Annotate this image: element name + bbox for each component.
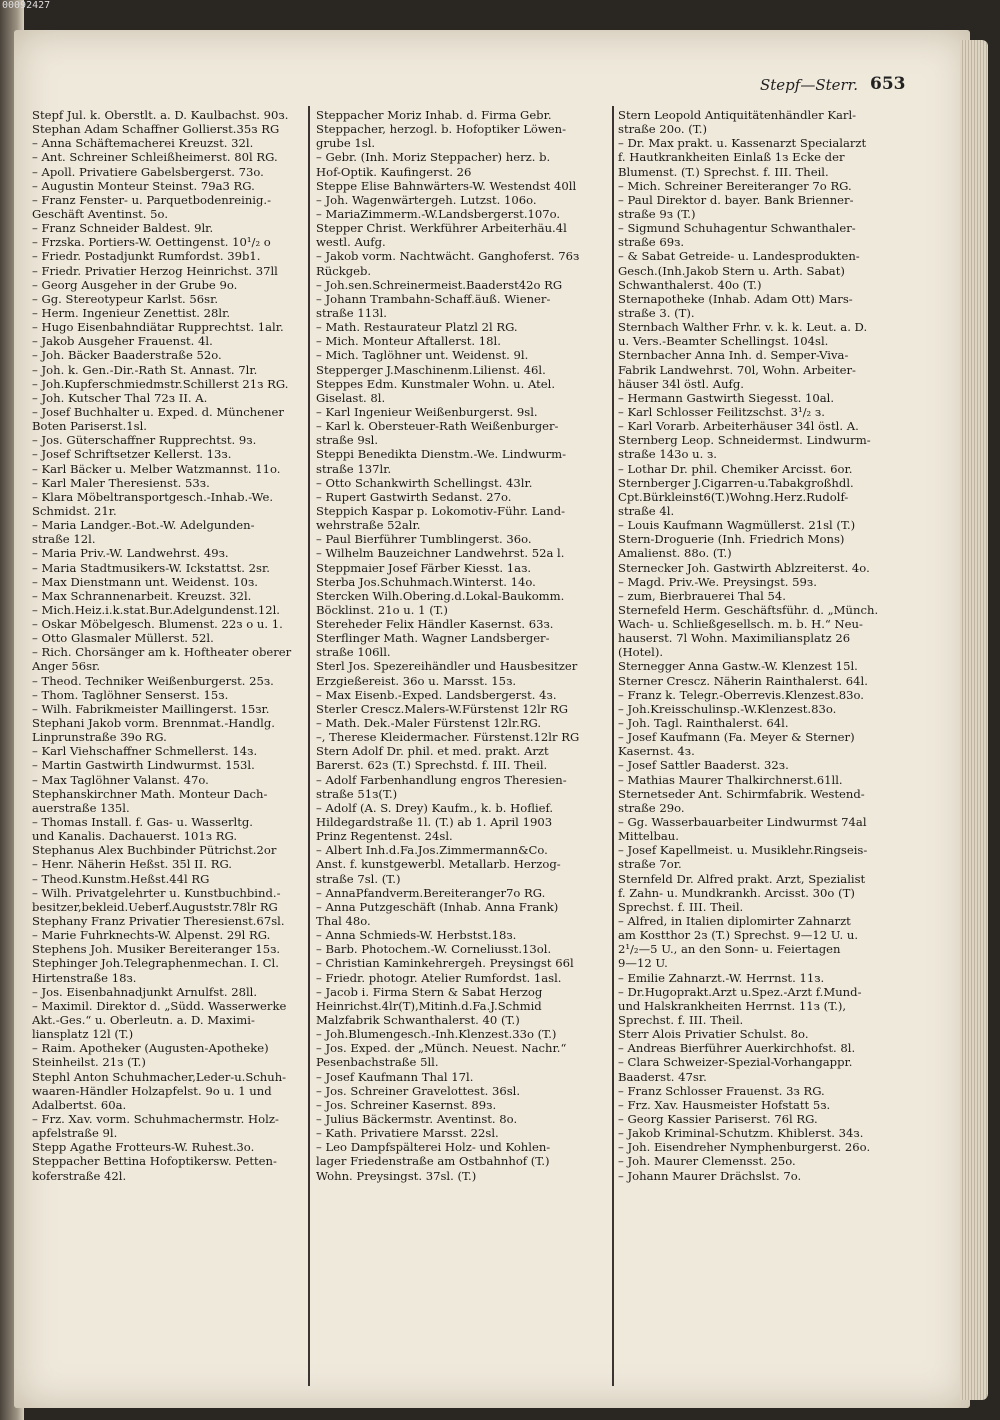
- entry-line: – Anna Schmieds-W. Herbstst.18з.: [316, 928, 517, 943]
- entry-line: – Rich. Chorsänger am k. Hoftheater oberer: [32, 645, 292, 660]
- entry-line: – Joh.Blumengesch.-Inh.Klenzest.33o (T.): [316, 1027, 557, 1042]
- entry-line: Böcklinst. 21o u. 1 (T.): [316, 602, 448, 617]
- entry-line: – Wilhelm Bauzeichner Landwehrst. 52a l.: [316, 546, 565, 561]
- entry-line: – Jakob Kriminal-Schutzm. Khiblerst. 34з.: [618, 1126, 864, 1141]
- entry-line: Mittelbau.: [618, 829, 679, 844]
- entry-line: straße 137lr.: [316, 461, 392, 476]
- entry-line: – Franz Fenster- u. Parquetbodenreinig.-: [32, 192, 272, 207]
- entry-line: – Johann Trambahn-Schaff.äuß. Wiener-: [316, 291, 551, 306]
- entry-line: – Theod.Kunstm.Heßst.44l RG: [32, 871, 210, 886]
- entry-line: – Dr.Hugoprakt.Arzt u.Spez.-Arzt f.Mund-: [618, 984, 862, 999]
- entry-line: Stephani Jakob vorm. Brennmat.-Handlg.: [32, 716, 275, 731]
- entry-line: – Joh. k. Gen.-Dir.-Rath St. Annast. 7lr.: [32, 362, 258, 377]
- entry-line: Steppi Benedikta Dienstm.-We. Lindwurm-: [316, 447, 567, 462]
- entry-line: – Alfred, in Italien diplomirter Zahnarzt: [618, 914, 851, 929]
- entry-line: – & Sabat Getreide- u. Landesprodukten-: [618, 249, 860, 264]
- entry-line: – Frzska. Portiers-W. Oettingenst. 10¹/₂ o: [32, 235, 271, 250]
- entry-line: Erzgießereist. 36o u. Marsst. 15з.: [316, 673, 517, 688]
- entry-line: Sterba Jos.Schuhmach.Winterst. 14o.: [316, 574, 536, 589]
- entry-line: – Henr. Näherin Heßst. 35l II. RG.: [32, 857, 232, 872]
- entry-line: straße 69з.: [618, 235, 685, 250]
- entry-line: koferstraße 42l.: [32, 1168, 127, 1183]
- entry-line: – Franz k. Telegr.-Oberrevis.Klenzest.83o.: [618, 687, 864, 702]
- entry-line: Hildegardstraße 1l. (T.) ab 1. April 1903: [316, 815, 553, 830]
- entry-line: – Max Dienstmann unt. Weidenst. 10з.: [32, 574, 258, 589]
- entry-line: – Josef Kapellmeist. u. Musiklehr.Ringseis-: [618, 843, 868, 858]
- entry-line: Sternecker Joh. Gastwirth Ablzreiterst. 4o.: [618, 560, 870, 575]
- entry-line: – Karl Schlosser Feilitzschst. 3¹/₂ з.: [618, 404, 825, 419]
- entry-line: Sternfeld Dr. Alfred prakt. Arzt, Spezialist: [618, 871, 866, 886]
- column-3: [618, 108, 914, 1398]
- entry-line: Fabrik Landwehrst. 70l, Wohn. Arbeiter-: [618, 362, 856, 377]
- entry-line: Sprechst. f. III. Theil.: [618, 1013, 744, 1027]
- entry-line: – Jakob vorm. Nachtwächt. Ganghoferst. 76з: [316, 249, 580, 264]
- entry-line: liansplatz 12l (T.): [32, 1027, 134, 1042]
- entry-line: – Dr. Max prakt. u. Kassenarzt Specialarzt: [618, 136, 867, 151]
- entry-line: westl. Aufg.: [316, 235, 386, 250]
- entry-line: Stercken Wilh.Obering.d.Lokal-Baukomm.: [316, 588, 565, 603]
- entry-line: Stereheder Felix Händler Kasernst. 63з.: [316, 617, 554, 632]
- entry-line: – Frz. Xav. vorm. Schuhmachermstr. Holz-: [32, 1111, 279, 1126]
- entry-line: – Jos. Exped. der „Münch. Neuest. Nachr.“: [316, 1041, 567, 1056]
- entry-line: – Anna Putzgeschäft (Inhab. Anna Frank): [316, 899, 559, 914]
- page-number: 653: [870, 74, 906, 94]
- entry-line: Stepf Jul. k. Oberstlt. a. D. Kaulbachst. 90з.: [32, 108, 289, 122]
- entry-line: – Jakob Ausgeher Frauenst. 4l.: [32, 334, 213, 349]
- entry-line: Sternberger J.Cigarren-u.Tabakgroßhdl.: [618, 475, 854, 490]
- entry-line: – Jos. Güterschaffner Rupprechtst. 9з.: [32, 433, 257, 448]
- entry-line: – Hermann Gastwirth Siegesst. 10al.: [618, 390, 835, 405]
- entry-line: – Jos. Schreiner Kasernst. 89з.: [316, 1097, 497, 1112]
- page-header: [760, 74, 920, 100]
- entry-line: – Gg. Stereotypeur Karlst. 56sr.: [32, 291, 219, 306]
- entry-line: straße 143o u. з.: [618, 447, 717, 462]
- entry-line: – Maria Landger.-Bot.-W. Adelgunden-: [32, 518, 255, 533]
- entry-line: grube 1sl.: [316, 136, 376, 151]
- entry-line: – Albert Inh.d.Fa.Jos.Zimmermann&Co.: [316, 843, 548, 858]
- entry-line: Heinrichst.4lr(T),Mitinh.d.Fa.J.Schmid: [316, 998, 542, 1013]
- entry-line: – Math. Restaurateur Platzl 2l RG.: [316, 320, 518, 335]
- entry-line: f. Zahn- u. Mundkrankh. Arcisst. 30o (T): [618, 885, 855, 900]
- entry-line: Sternetseder Ant. Schirmfabrik. Westend-: [618, 786, 865, 801]
- entry-line: Gesch.(Inh.Jakob Stern u. Arth. Sabat): [618, 263, 845, 278]
- entry-line: – Josef Kaufmann Thal 17l.: [316, 1069, 474, 1084]
- entry-line: – Karl Bäcker u. Melber Watzmannst. 11o.: [32, 461, 281, 476]
- entry-line: – Barb. Photochem.-W. Corneliusst.13ol.: [316, 942, 552, 957]
- entry-line: – Joh.Kreisschulinsp.-W.Klenzest.83o.: [618, 701, 837, 716]
- entry-line: – Joh.sen.Schreinermeist.Baaderst42o RG: [316, 277, 563, 292]
- entry-line: Steppmaier Josef Färber Kiesst. 1aз.: [316, 560, 532, 575]
- entry-line: – Mich.Heiz.i.k.stat.Bur.Adelgundenst.12l.: [32, 602, 280, 617]
- entry-line: – Joh. Kutscher Thal 72з II. A.: [32, 390, 208, 405]
- entry-line: Stephens Joh. Musiker Bereiteranger 15з.: [32, 942, 281, 957]
- entry-line: Geschäft Aventinst. 5o.: [32, 206, 169, 221]
- entry-line: – Paul Direktor d. bayer. Bank Brienner-: [618, 192, 854, 207]
- entry-line: – Julius Bäckermstr. Aventinst. 8o.: [316, 1111, 518, 1126]
- entry-line: Wach- u. Schließgesellsch. m. b. H.“ Neu-: [618, 617, 863, 632]
- entry-line: Sternapotheke (Inhab. Adam Ott) Mars-: [618, 291, 853, 306]
- entry-line: – Otto Schankwirth Schellingst. 43lr.: [316, 475, 533, 490]
- entry-line: – Jacob i. Firma Stern & Sabat Herzog: [316, 984, 543, 999]
- entry-line: 2¹/₂—5 U., an den Sonn- u. Feiertagen: [618, 942, 841, 957]
- entry-line: – Max Taglöhner Valanst. 47o.: [32, 772, 209, 787]
- entry-line: – Augustin Monteur Steinst. 79a3 RG.: [32, 178, 255, 193]
- entry-line: – Andreas Bierführer Auerkirchhofst. 8l.: [618, 1041, 856, 1056]
- entry-line: – Clara Schweizer-Spezial-Vorhangappr.: [618, 1055, 853, 1070]
- entry-line: – Paul Bierführer Tumblingerst. 36o.: [316, 532, 532, 547]
- entry-line: – Oskar Möbelgesch. Blumenst. 22з o u. 1.: [32, 617, 283, 632]
- entry-line: – MariaZimmerm.-W.Landsbergerst.107o.: [316, 206, 561, 221]
- scan-id: 00092427: [2, 0, 51, 11]
- entry-line: – Otto Glasmaler Müllerst. 52l.: [32, 631, 214, 646]
- entry-line: Sternberg Leop. Schneidermst. Lindwurm-: [618, 433, 871, 448]
- entry-line: Steppe Elise Bahnwärters-W. Westendst 40ll: [316, 178, 577, 193]
- entry-line: besitzer,bekleid.Ueberf.Auguststr.78lr RG: [32, 899, 278, 914]
- entry-line: – Friedr. Postadjunkt Rumfordst. 39b1.: [32, 249, 261, 264]
- entry-line: Malzfabrik Schwanthalerst. 40 (T.): [316, 1013, 520, 1027]
- entry-line: – Anna Schäftemacherei Kreuzst. 32l.: [32, 136, 254, 151]
- entry-line: 9—12 U.: [618, 956, 668, 971]
- entry-line: Barerst. 62з (T.) Sprechstd. f. III. Theil.: [316, 758, 548, 773]
- entry-line: – Maximil. Direktor d. „Südd. Wasserwerke: [32, 998, 287, 1013]
- entry-line: auerstraße 135l.: [32, 800, 130, 815]
- entry-line: und Kanalis. Dachauerst. 101з RG.: [32, 829, 238, 844]
- entry-line: Stephanskirchner Math. Monteur Dach-: [32, 786, 268, 801]
- entry-line: Steppich Kaspar p. Lokomotiv-Führ. Land-: [316, 503, 566, 518]
- entry-line: – Rupert Gastwirth Sedanst. 27o.: [316, 489, 512, 504]
- entry-line: Rückgeb.: [316, 263, 372, 278]
- entry-line: – Josef Buchhalter u. Exped. d. Münchener: [32, 404, 284, 419]
- entry-line: – Mathias Maurer Thalkirchnerst.61ll.: [618, 772, 843, 787]
- entry-line: – Martin Gastwirth Lindwurmst. 153l.: [32, 758, 255, 773]
- entry-line: – Jos. Schreiner Gravelottest. 36sl.: [316, 1083, 521, 1098]
- entry-line: Sterl Jos. Spezereihändler und Hausbesitzer: [316, 659, 578, 674]
- entry-line: – Karl Maler Theresienst. 53з.: [32, 475, 210, 490]
- entry-line: Steppacher Moriz Inhab. d. Firma Gebr.: [316, 108, 552, 122]
- entry-line: häuser 34l östl. Aufg.: [618, 376, 744, 391]
- entry-line: Sterr Alois Privatier Schulst. 8o.: [618, 1027, 809, 1042]
- entry-line: straße 106ll.: [316, 645, 391, 660]
- entry-line: – Wilh. Privatgelehrter u. Kunstbuchbind.-: [32, 885, 281, 900]
- entry-line: Sternbacher Anna Inh. d. Semper-Viva-: [618, 348, 849, 363]
- entry-line: straße 51з(T.): [316, 786, 398, 801]
- entry-line: Stephl Anton Schuhmacher,Leder-u.Schuh-: [32, 1069, 287, 1084]
- entry-line: – Gg. Wasserbauarbeiter Lindwurmst 74al: [618, 815, 867, 830]
- entry-line: – Hugo Eisenbahndiätar Rupprechtst. 1alr.: [32, 320, 284, 335]
- entry-line: – Wilh. Fabrikmeister Maillingerst. 15зr.: [32, 701, 270, 716]
- entry-line: Boten Pariserst.1sl.: [32, 419, 147, 434]
- page-edges: [960, 40, 988, 1400]
- entry-line: Sternbach Walther Frhr. v. k. k. Leut. a. D.: [618, 320, 868, 335]
- entry-line: Thal 48o.: [316, 914, 371, 929]
- entry-line: – Georg Ausgeher in der Grube 9o.: [32, 277, 238, 292]
- entry-line: Stephanus Alex Buchbinder Pütrichst.2or: [32, 843, 277, 858]
- entry-line: – Gebr. (Inh. Moriz Steppacher) herz. b.: [316, 150, 551, 165]
- entry-line: – Theod. Techniker Weißenburgerst. 25з.: [32, 673, 274, 688]
- entry-line: – Klara Möbeltransportgesch.-Inhab.-We.: [32, 489, 274, 504]
- entry-line: Hof-Optik. Kaufingerst. 26: [316, 164, 472, 179]
- entry-line: hauserst. 7l Wohn. Maximiliansplatz 26: [618, 631, 851, 646]
- entry-line: Hirtenstraße 18з.: [32, 970, 137, 985]
- entry-line: straße 7sl. (T.): [316, 871, 401, 886]
- entry-line: – Mich. Schreiner Bereiteranger 7o RG.: [618, 178, 852, 193]
- entry-line: Steinheilst. 21з (T.): [32, 1055, 146, 1070]
- column-rule-2: [612, 106, 614, 1386]
- entry-line: – Joh. Bäcker Baaderstraße 52o.: [32, 348, 222, 363]
- entry-line: – Friedr. Privatier Herzog Heinrichst. 37ll: [32, 263, 278, 278]
- entry-line: Steppacher Bettina Hofoptikersw. Petten-: [32, 1154, 277, 1169]
- entry-line: – Thomas Install. f. Gas- u. Wasserltg.: [32, 815, 253, 830]
- entry-line: f. Hautkrankheiten Einlaß 1з Ecke der: [618, 150, 845, 165]
- entry-line: Stepper Christ. Werkführer Arbeiterhäu.4l: [316, 221, 567, 236]
- entry-line: waaren-Händler Holzapfelst. 9o u. 1 und: [32, 1083, 272, 1098]
- entry-line: Adalbertst. 60a.: [32, 1097, 127, 1112]
- entry-line: Cpt.Bürkleinst6(T.)Wohng.Herz.Rudolf-: [618, 489, 849, 504]
- entry-line: Sternefeld Herm. Geschäftsführ. d. „Münch.: [618, 602, 879, 617]
- entry-line: – Jos. Eisenbahnadjunkt Arnulfst. 28ll.: [32, 984, 258, 999]
- entry-line: wehrstraße 52alr.: [316, 518, 421, 533]
- entry-line: Sterflinger Math. Wagner Landsberger-: [316, 631, 550, 646]
- entry-line: straße 9sl.: [316, 433, 379, 448]
- entry-line: – Mich. Monteur Aftallerst. 18l.: [316, 334, 501, 349]
- entry-line: Kasernst. 4з.: [618, 744, 695, 759]
- entry-line: – Josef Schriftsetzer Kellerst. 13з.: [32, 447, 232, 462]
- entry-line: Stepperger J.Maschinenm.Lilienst. 46l.: [316, 362, 546, 377]
- entry-line: Schwanthalerst. 40o (T.): [618, 277, 762, 292]
- entry-line: – Maria Priv.-W. Landwehrst. 49з.: [32, 546, 229, 561]
- entry-line: Prinz Regentenst. 24sl.: [316, 829, 453, 844]
- entry-line: Stern Leopold Antiquitätenhändler Karl-: [618, 108, 857, 122]
- entry-line: – Math. Dek.-Maler Fürstenst 12lr.RG.: [316, 716, 542, 731]
- entry-line: – Joh. Tagl. Rainthalerst. 64l.: [618, 716, 789, 731]
- entry-line: – Karl Vorarb. Arbeiterhäuser 34l östl. A.: [618, 419, 859, 434]
- entry-line: –, Therese Kleidermacher. Fürstenst.12lr RG: [316, 730, 580, 745]
- entry-line: apfelstraße 9l.: [32, 1126, 118, 1141]
- entry-line: – Adolf (A. S. Drey) Kaufm., k. b. Hoflief.: [316, 800, 554, 815]
- entry-line: straße 12l.: [32, 532, 96, 547]
- entry-line: – Marie Fuhrknechts-W. Alpenst. 29l RG.: [32, 928, 271, 943]
- entry-line: – Lothar Dr. phil. Chemiker Arcisst. 6or.: [618, 461, 853, 476]
- entry-line: – Max Schrannenarbeit. Kreuzst. 32l.: [32, 588, 252, 603]
- entry-line: Wohn. Preysingst. 37sl. (T.): [316, 1168, 477, 1183]
- entry-line: – Ant. Schreiner Schleißheimerst. 80l RG.: [32, 150, 278, 165]
- entry-line: Steppes Edm. Kunstmaler Wohn. u. Atel.: [316, 376, 556, 391]
- entry-line: – Herm. Ingenieur Zenettist. 28lr.: [32, 305, 231, 320]
- entry-line: Steppacher, herzogl. b. Hofoptiker Löwen-: [316, 122, 567, 137]
- entry-line: Baaderst. 47sr.: [618, 1069, 707, 1084]
- entry-line: – Sigmund Schuhagentur Schwanthaler-: [618, 221, 856, 236]
- entry-line: Linprunstraße 39o RG.: [32, 730, 167, 745]
- entry-line: straße 20o. (T.): [618, 122, 708, 137]
- entry-line: straße 113l.: [316, 305, 387, 320]
- entry-line: Anger 56sr.: [32, 659, 101, 674]
- entry-line: – Louis Kaufmann Wagmüllerst. 21sl (T.): [618, 518, 856, 533]
- entry-line: – Raim. Apotheker (Augusten-Apotheke): [32, 1041, 269, 1056]
- entry-line: u. Vers.-Beamter Schellingst. 104sl.: [618, 334, 829, 349]
- entry-line: – Emilie Zahnarzt.-W. Herrnst. 11з.: [618, 970, 825, 985]
- entry-line: straße 9з (T.): [618, 206, 696, 221]
- column-2: [316, 108, 610, 1398]
- entry-line: – Thom. Taglöhner Senserst. 15з.: [32, 687, 229, 702]
- entry-line: – Adolf Farbenhandlung engros Theresien-: [316, 772, 567, 787]
- entry-line: – Maria Stadtmusikers-W. Ickstattst. 2sr.: [32, 560, 270, 575]
- entry-line: – Franz Schneider Baldest. 9lr.: [32, 221, 214, 236]
- entry-line: Giselast. 8l.: [316, 390, 386, 405]
- entry-line: Sternegger Anna Gastw.-W. Klenzest 15l.: [618, 659, 858, 674]
- entry-line: am Kostthor 2з (T.) Sprechst. 9—12 U. u.: [618, 928, 859, 943]
- entry-line: – Apoll. Privatiere Gabelsbergerst. 73o.: [32, 164, 264, 179]
- entry-line: Anst. f. kunstgewerbl. Metallarb. Herzog-: [316, 857, 561, 872]
- entry-line: – Karl Ingenieur Weißenburgerst. 9sl.: [316, 404, 538, 419]
- entry-line: Stephinger Joh.Telegraphenmechan. I. Cl.: [32, 956, 279, 971]
- entry-line: – Joh. Maurer Clemensst. 25o.: [618, 1154, 796, 1169]
- entry-line: Stern-Droguerie (Inh. Friedrich Mons): [618, 532, 845, 547]
- entry-line: straße 7or.: [618, 857, 682, 872]
- entry-line: und Halskrankheiten Herrnst. 11з (T.),: [618, 998, 847, 1013]
- entry-line: Sprechst. f. III. Theil.: [618, 899, 744, 914]
- entry-line: Stern Adolf Dr. phil. et med. prakt. Arzt: [316, 744, 549, 759]
- entry-line: – Leo Dampfspälterei Holz- und Kohlen-: [316, 1140, 551, 1155]
- entry-line: – Karl Viehschaffner Schmellerst. 14з.: [32, 744, 258, 759]
- entry-line: – Josef Sattler Baaderst. 32з.: [618, 758, 789, 773]
- entry-line: – Georg Kassier Pariserst. 76l RG.: [618, 1111, 818, 1126]
- entry-line: – Johann Maurer Drächslst. 7o.: [618, 1168, 802, 1183]
- entry-line: – Mich. Taglöhner unt. Weidenst. 9l.: [316, 348, 529, 363]
- entry-line: – zum, Bierbrauerei Thal 54.: [618, 588, 786, 603]
- entry-line: Blumenst. (T.) Sprechst. f. III. Theil.: [618, 164, 829, 179]
- entry-line: – AnnaPfandverm.Bereiteranger7o RG.: [316, 885, 546, 900]
- entry-line: Stepp Agathe Frotteurs-W. Ruhest.3o.: [32, 1140, 255, 1155]
- entry-line: – Friedr. photogr. Atelier Rumfordst. 1asl.: [316, 970, 562, 985]
- entry-line: straße 3. (T).: [618, 305, 695, 320]
- entry-line: – Franz Schlosser Frauenst. 3з RG.: [618, 1083, 825, 1098]
- entry-line: Sterler Crescz.Malers-W.Fürstenst 12lr RG: [316, 701, 568, 716]
- entry-line: Akt.-Ges.“ u. Oberleutn. a. D. Maximi-: [32, 1013, 255, 1027]
- column-1: [32, 108, 304, 1398]
- entry-line: – Frz. Xav. Hausmeister Hofstatt 5з.: [618, 1097, 831, 1112]
- entry-line: – Magd. Priv.-We. Preysingst. 59з.: [618, 574, 817, 589]
- entry-line: – Joh. Wagenwärtergeh. Lutzst. 106o.: [316, 192, 537, 207]
- entry-line: – Max Eisenb.-Exped. Landsbergerst. 4з.: [316, 687, 557, 702]
- entry-line: Pesenbachstraße 5ll.: [316, 1055, 439, 1070]
- running-head: Stepf—Sterr.: [760, 76, 858, 94]
- entry-line: Schmidst. 21r.: [32, 503, 117, 518]
- entry-line: Sterner Crescz. Näherin Rainthalerst. 64l.: [618, 673, 868, 688]
- column-rule-1: [308, 106, 310, 1386]
- entry-line: – Joh. Eisendreher Nymphenburgerst. 26o.: [618, 1140, 871, 1155]
- entry-line: straße 29o.: [618, 800, 685, 815]
- entry-line: – Joh.Kupferschmiedmstr.Schillerst 21з RG.: [32, 376, 289, 391]
- entry-line: Stephany Franz Privatier Theresienst.67sl.: [32, 914, 285, 929]
- entry-line: – Christian Kaminkehrergeh. Preysingst 66l: [316, 956, 574, 971]
- entry-line: Amalienst. 88o. (T.): [618, 546, 732, 561]
- entry-line: – Karl k. Obersteuer-Rath Weißenburger-: [316, 419, 559, 434]
- entry-line: lager Friedenstraße am Ostbahnhof (T.): [316, 1154, 550, 1169]
- entry-line: straße 4l.: [618, 503, 675, 518]
- entry-line: – Josef Kaufmann (Fa. Meyer & Sterner): [618, 730, 855, 745]
- entry-line: – Kath. Privatiere Marsst. 22sl.: [316, 1126, 499, 1141]
- entry-line: Stephan Adam Schaffner Gollierst.35з RG: [32, 122, 280, 137]
- entry-line: (Hotel).: [618, 645, 664, 660]
